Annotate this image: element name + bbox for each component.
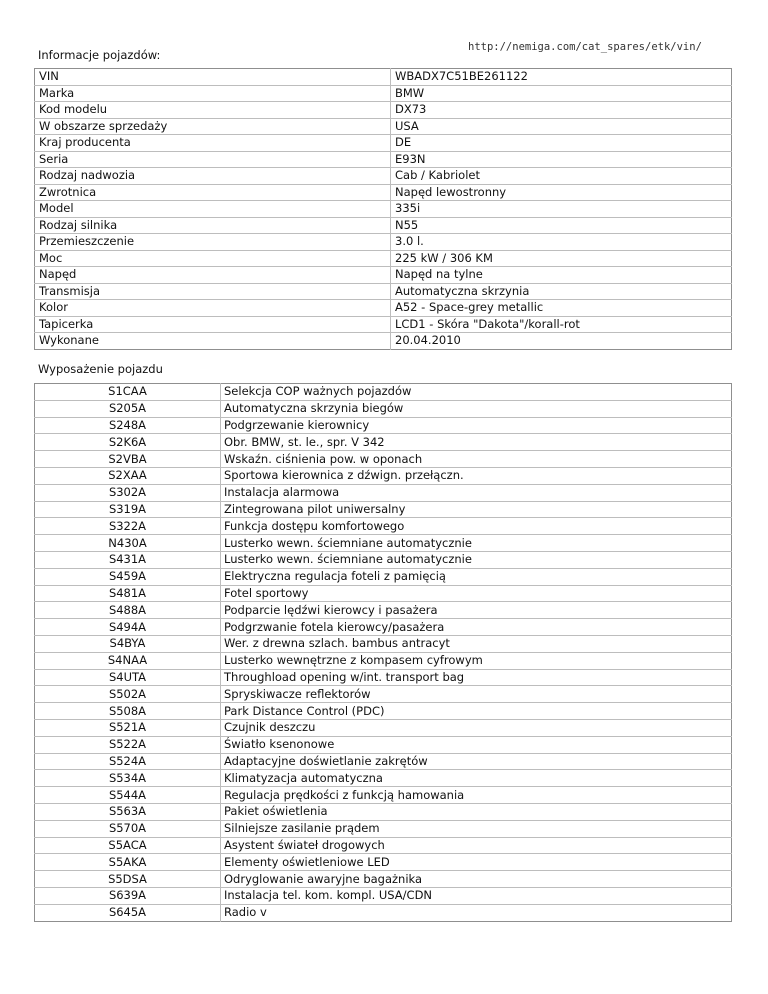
info-label: Model xyxy=(35,201,391,218)
equipment-code: S2VBA xyxy=(35,451,221,468)
info-row xyxy=(35,85,732,102)
equipment-description: Spryskiwacze reflektorów xyxy=(221,686,732,703)
info-label: Wykonane xyxy=(35,333,391,350)
equipment-code: S5DSA xyxy=(35,871,221,888)
info-label: Kod modelu xyxy=(35,102,391,119)
equipment-row xyxy=(35,871,732,888)
info-label: Seria xyxy=(35,151,391,168)
equipment-table xyxy=(34,383,732,922)
info-value: WBADX7C51BE261122 xyxy=(391,69,732,86)
equipment-code: S521A xyxy=(35,719,221,736)
equipment-description: Podgrzwanie fotela kierowcy/pasażera xyxy=(221,619,732,636)
equipment-description: Czujnik deszczu xyxy=(221,719,732,736)
equipment-row xyxy=(35,434,732,451)
info-row xyxy=(35,135,732,152)
equipment-code: S544A xyxy=(35,787,221,804)
equipment-code: S4BYA xyxy=(35,635,221,652)
equipment-description: Zintegrowana pilot uniwersalny xyxy=(221,501,732,518)
equipment-description: Elektryczna regulacja foteli z pamięcią xyxy=(221,568,732,585)
info-value: Napęd lewostronny xyxy=(391,184,732,201)
equipment-row xyxy=(35,669,732,686)
equipment-code: S645A xyxy=(35,904,221,921)
equipment-code: S508A xyxy=(35,703,221,720)
info-value: 20.04.2010 xyxy=(391,333,732,350)
equipment-code: S481A xyxy=(35,585,221,602)
equipment-description: Funkcja dostępu komfortowego xyxy=(221,518,732,535)
equipment-description: Regulacja prędkości z funkcją hamowania xyxy=(221,787,732,804)
equipment-code: S563A xyxy=(35,803,221,820)
equipment-description: Lusterko wewn. ściemniane automatycznie xyxy=(221,535,732,552)
info-row xyxy=(35,333,732,350)
equipment-description: Wskaźn. ciśnienia pow. w oponach xyxy=(221,451,732,468)
equipment-code: S534A xyxy=(35,770,221,787)
info-label: Zwrotnica xyxy=(35,184,391,201)
info-row xyxy=(35,300,732,317)
info-label: Rodzaj silnika xyxy=(35,217,391,234)
equipment-description: Instalacja tel. kom. kompl. USA/CDN xyxy=(221,887,732,904)
info-value: E93N xyxy=(391,151,732,168)
equipment-description: Elementy oświetleniowe LED xyxy=(221,854,732,871)
info-value: DE xyxy=(391,135,732,152)
equipment-row xyxy=(35,703,732,720)
equipment-row xyxy=(35,635,732,652)
equipment-description: Automatyczna skrzynia biegów xyxy=(221,400,732,417)
equipment-row xyxy=(35,619,732,636)
equipment-code: S488A xyxy=(35,602,221,619)
equipment-description: Lusterko wewnętrzne z kompasem cyfrowym xyxy=(221,652,732,669)
info-value: LCD1 - Skóra "Dakota"/korall-rot xyxy=(391,316,732,333)
info-label: Tapicerka xyxy=(35,316,391,333)
equipment-description: Silniejsze zasilanie prądem xyxy=(221,820,732,837)
info-row xyxy=(35,184,732,201)
equipment-row xyxy=(35,904,732,921)
equipment-description: Selekcja COP ważnych pojazdów xyxy=(224,384,412,399)
vehicle-info-heading: Informacje pojazdów: xyxy=(38,48,161,62)
equipment-description: Fotel sportowy xyxy=(221,585,732,602)
info-value: 3.0 l. xyxy=(391,234,732,251)
equipment-row xyxy=(35,484,732,501)
info-label: Kraj producenta xyxy=(35,135,391,152)
info-row xyxy=(35,102,732,119)
equipment-code: S5ACA xyxy=(35,837,221,854)
equipment-description: Klimatyzacja automatyczna xyxy=(221,770,732,787)
equipment-row xyxy=(35,803,732,820)
equipment-description: Adaptacyjne doświetlanie zakrętów xyxy=(221,753,732,770)
info-label: Przemieszczenie xyxy=(35,234,391,251)
equipment-code: N430A xyxy=(35,535,221,552)
equipment-code: S431A xyxy=(35,551,221,568)
equipment-row xyxy=(35,602,732,619)
equipment-row xyxy=(35,770,732,787)
info-value: Napęd na tylne xyxy=(391,267,732,284)
equipment-description: Throughload opening w/int. transport bag xyxy=(221,669,732,686)
info-value: N55 xyxy=(391,217,732,234)
info-row xyxy=(35,201,732,218)
equipment-row xyxy=(35,887,732,904)
equipment-code: S4NAA xyxy=(35,652,221,669)
equipment-code: S502A xyxy=(35,686,221,703)
equipment-code: S4UTA xyxy=(35,669,221,686)
equipment-description: Park Distance Control (PDC) xyxy=(221,703,732,720)
equipment-code: S205A xyxy=(35,400,221,417)
equipment-row xyxy=(35,467,732,484)
equipment-row xyxy=(35,787,732,804)
info-row xyxy=(35,250,732,267)
equipment-code: S2XAA xyxy=(35,467,221,484)
equipment-description: Wer. z drewna szlach. bambus antracyt xyxy=(221,635,732,652)
info-label: Napęd xyxy=(35,267,391,284)
info-row xyxy=(35,168,732,185)
info-label: Rodzaj nadwozia xyxy=(35,168,391,185)
equipment-row xyxy=(35,753,732,770)
equipment-code: S639A xyxy=(35,887,221,904)
equipment-row xyxy=(35,820,732,837)
equipment-description: Obr. BMW, st. le., spr. V 342 xyxy=(221,434,732,451)
equipment-row xyxy=(35,585,732,602)
info-value: 335i xyxy=(391,201,732,218)
info-label: Transmisja xyxy=(35,283,391,300)
info-row xyxy=(35,118,732,135)
info-label: VIN xyxy=(35,69,391,86)
info-row xyxy=(35,234,732,251)
info-value: DX73 xyxy=(391,102,732,119)
equipment-row xyxy=(35,736,732,753)
info-value: BMW xyxy=(391,85,732,102)
equipment-code: S2K6A xyxy=(35,434,221,451)
equipment-code: S494A xyxy=(35,619,221,636)
equipment-heading: Wyposażenie pojazdu xyxy=(38,362,163,376)
equipment-row xyxy=(35,518,732,535)
info-label: W obszarze sprzedaży xyxy=(35,118,391,135)
equipment-row xyxy=(35,384,732,401)
equipment-row xyxy=(35,535,732,552)
equipment-description: Radio v xyxy=(221,904,732,921)
info-label: Marka xyxy=(35,85,391,102)
equipment-row xyxy=(35,686,732,703)
equipment-code: S319A xyxy=(35,501,221,518)
source-url: http://nemiga.com/cat_spares/etk/vin/ xyxy=(468,41,702,53)
equipment-description: Lusterko wewn. ściemniane automatycznie xyxy=(221,551,732,568)
equipment-description: Sportowa kierownica z dźwign. przełączn. xyxy=(221,467,732,484)
info-value: USA xyxy=(391,118,732,135)
info-value: Cab / Kabriolet xyxy=(391,168,732,185)
equipment-row xyxy=(35,854,732,871)
info-row xyxy=(35,69,732,86)
equipment-code: S459A xyxy=(35,568,221,585)
info-value: 225 kW / 306 KM xyxy=(391,250,732,267)
equipment-description: Podgrzewanie kierownicy xyxy=(221,417,732,434)
equipment-row xyxy=(35,568,732,585)
equipment-row xyxy=(35,551,732,568)
info-row xyxy=(35,217,732,234)
equipment-row xyxy=(35,417,732,434)
equipment-description: Odryglowanie awaryjne bagażnika xyxy=(221,871,732,888)
info-value: Automatyczna skrzynia xyxy=(391,283,732,300)
info-label: Kolor xyxy=(35,300,391,317)
equipment-description: Asystent świateł drogowych xyxy=(221,837,732,854)
equipment-code: S524A xyxy=(35,753,221,770)
info-label: Moc xyxy=(35,250,391,267)
equipment-code: S522A xyxy=(35,736,221,753)
equipment-code: S248A xyxy=(35,417,221,434)
equipment-row xyxy=(35,400,732,417)
equipment-description: Podparcie lędźwi kierowcy i pasażera xyxy=(221,602,732,619)
equipment-code: S322A xyxy=(35,518,221,535)
equipment-row xyxy=(35,652,732,669)
info-value: A52 - Space-grey metallic xyxy=(391,300,732,317)
equipment-row xyxy=(35,837,732,854)
equipment-code: S570A xyxy=(35,820,221,837)
info-row xyxy=(35,316,732,333)
equipment-row xyxy=(35,501,732,518)
equipment-code: S5AKA xyxy=(35,854,221,871)
equipment-row xyxy=(35,451,732,468)
info-row xyxy=(35,151,732,168)
equipment-description: Pakiet oświetlenia xyxy=(221,803,732,820)
equipment-code: S1CAA xyxy=(35,384,221,401)
equipment-description: Instalacja alarmowa xyxy=(221,484,732,501)
info-row xyxy=(35,283,732,300)
equipment-description: Światło ksenonowe xyxy=(221,736,732,753)
info-row xyxy=(35,267,732,284)
equipment-row xyxy=(35,719,732,736)
equipment-code: S302A xyxy=(35,484,221,501)
vehicle-info-table xyxy=(34,68,732,350)
